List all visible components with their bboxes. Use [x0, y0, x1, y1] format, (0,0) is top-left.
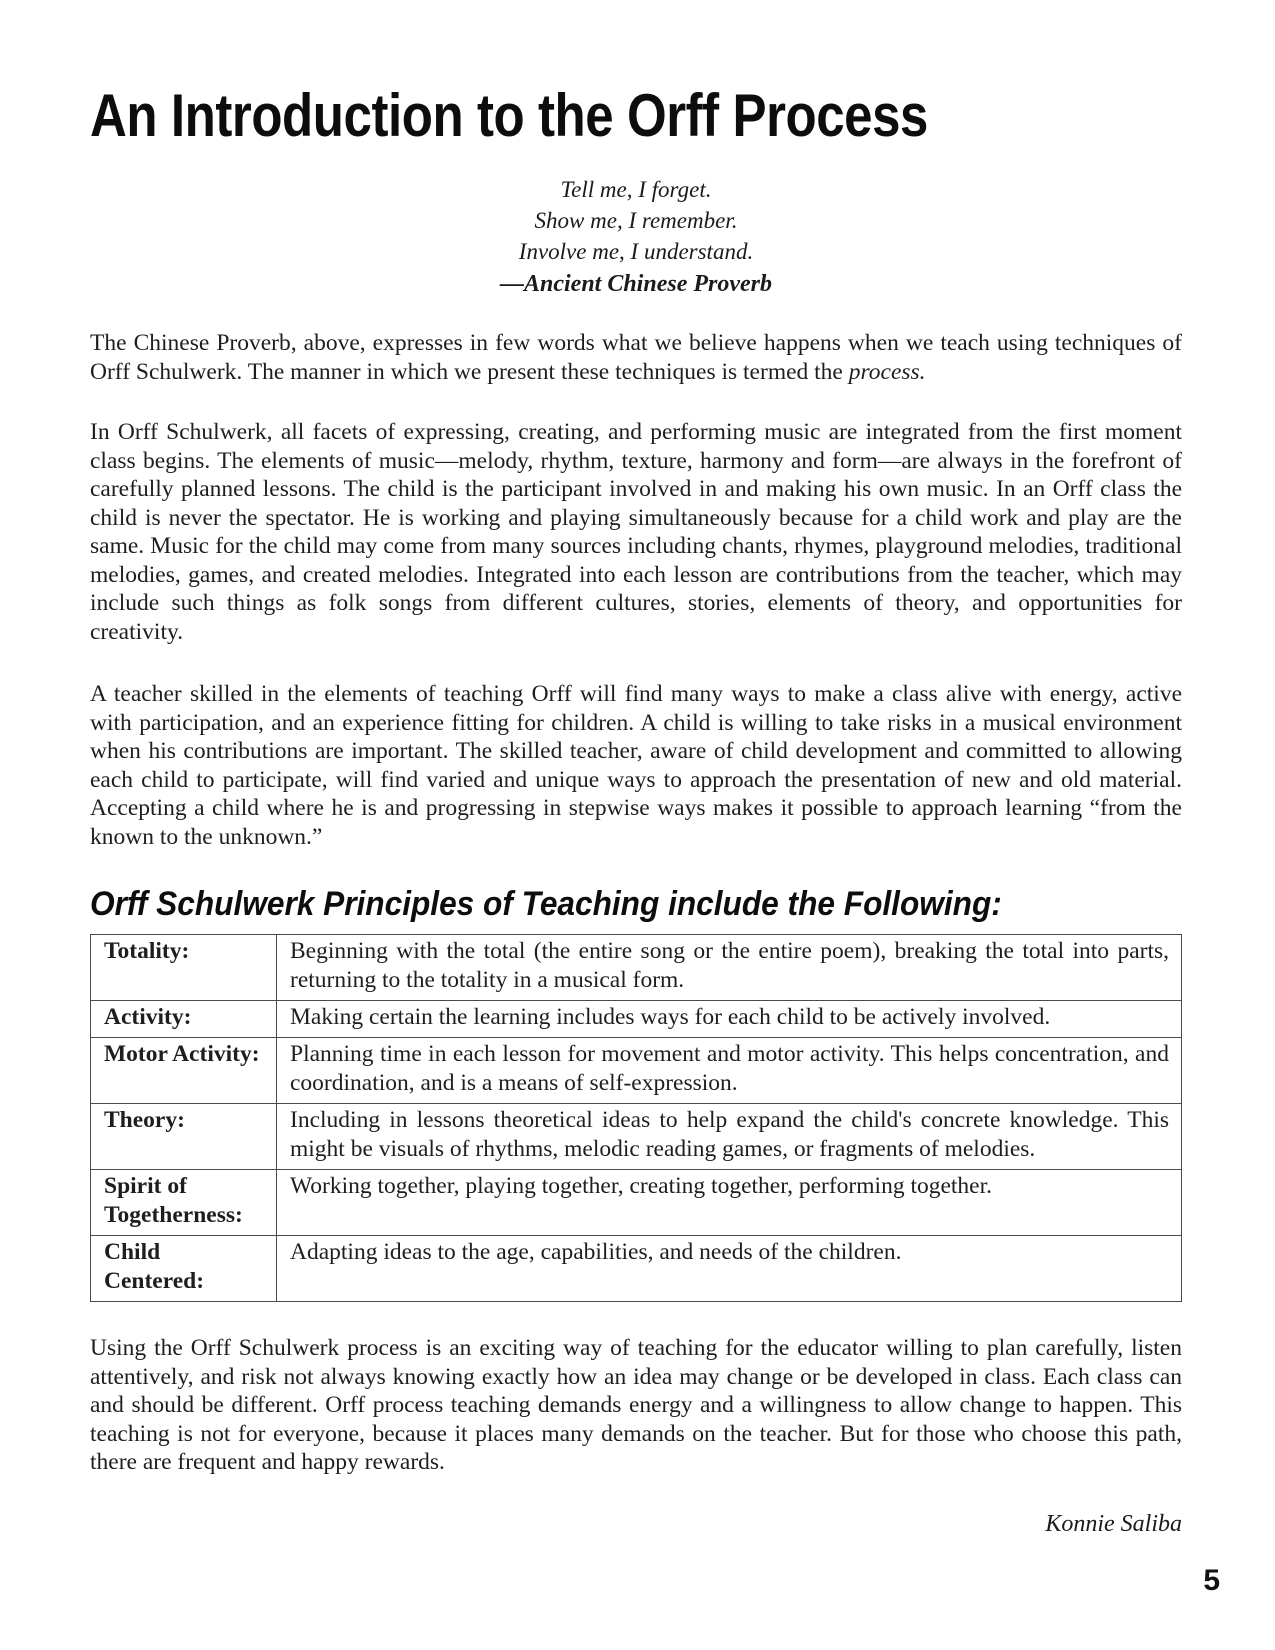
table-row	[91, 935, 1182, 1001]
definition-cell: Beginning with the total (the entire song or the entire poem), breaking the total into parts, returning to the totality in a musical form.	[277, 935, 1182, 1001]
principles-heading-text: Orff Schulwerk Principles of Teaching include the Following:	[90, 885, 1002, 923]
epigraph-line-2: Show me, I remember.	[534, 208, 738, 233]
definition-cell: Including in lessons theoretical ideas to help expand the child's concrete knowledge. This might be visuals of rhythms, melodic reading games, or fragments of melodies.	[277, 1104, 1182, 1170]
page-content	[90, 0, 1182, 1539]
table-row	[91, 1170, 1182, 1236]
page-title	[90, 0, 1182, 149]
term-cell: Child Centered:	[91, 1236, 277, 1302]
table-row	[91, 1001, 1182, 1038]
epigraph	[90, 174, 1182, 301]
definition-cell: Working together, playing together, creating together, performing together.	[277, 1170, 1182, 1236]
page-title-text: An Introduction to the Orff Process	[90, 82, 928, 149]
intro-paragraph-1	[90, 329, 1182, 386]
term-cell: Spirit of Togetherness:	[91, 1170, 277, 1236]
epigraph-line-3: Involve me, I understand.	[518, 239, 754, 264]
page-number: 5	[1203, 1564, 1220, 1597]
epigraph-line-1: Tell me, I forget.	[560, 177, 712, 202]
intro-paragraph-3: A teacher skilled in the elements of teaching Orff will find many ways to make a class alive with energy, active with participation, and an experience fitting for children. A child is willing to take risks in a musical environment when his contributions are important. The skilled teacher, aware of child development and committed to allowing each child to participate, will find varied and unique ways to approach the presentation of new and old material. Accepting a child where he is and progressing in stepwise ways makes it possible to approach learning “from the known to the unknown.”	[90, 681, 1182, 850]
term-cell: Motor Activity:	[91, 1038, 277, 1104]
principles-heading	[90, 887, 1182, 921]
table-row	[91, 1236, 1182, 1302]
paragraph-text-segment: The Chinese Proverb, above, expresses in few words what we believe happens when we teach using techniques of Orff Schulwerk. The manner in which we present these techniques is termed the	[90, 330, 1182, 385]
table-row	[91, 1104, 1182, 1170]
intro-paragraph-2: In Orff Schulwerk, all facets of expressing, creating, and performing music are integrated from the first moment class begins. The elements of music—melody, rhythm, texture, harmony and form—are always in the forefront of carefully planned lessons. The child is the participant involved in and making his own music. In an Orff class the child is never the spectator. He is working and playing simultaneously because for a child work and play are the same. Music for the child may come from many sources including chants, rhymes, playground melodies, traditional melodies, games, and created melodies. Integrated into each lesson are contributions from the teacher, which may include such things as folk songs from different cultures, stories, elements of theory, and opportunities for creativity.	[90, 419, 1182, 645]
term-cell: Totality:	[91, 935, 277, 1001]
author-signature: Konnie Saliba	[1045, 1510, 1182, 1537]
definition-cell: Adapting ideas to the age, capabilities, and needs of the children.	[277, 1236, 1182, 1302]
term-cell: Theory:	[91, 1104, 277, 1170]
closing-paragraph: Using the Orff Schulwerk process is an exciting way of teaching for the educator willing to plan carefully, listen attentively, and risk not always knowing exactly how an idea may change or be developed in class. Each class can and should be different. Orff process teaching demands energy and a willingness to allow change to happen. This teaching is not for everyone, because it places many demands on the teacher. But for those who choose this path, there are frequent and happy rewards.	[90, 1335, 1182, 1475]
epigraph-attribution: —Ancient Chinese Proverb	[499, 271, 772, 297]
definition-cell: Planning time in each lesson for movement and motor activity. This helps concentration, and coordination, and is a means of self-expression.	[277, 1038, 1182, 1104]
principles-table	[90, 934, 1182, 1302]
definition-cell: Making certain the learning includes ways for each child to be actively involved.	[277, 1001, 1182, 1038]
term-cell: Activity:	[91, 1001, 277, 1038]
table-row	[91, 1038, 1182, 1104]
paragraph-italic-term: process.	[848, 358, 926, 385]
